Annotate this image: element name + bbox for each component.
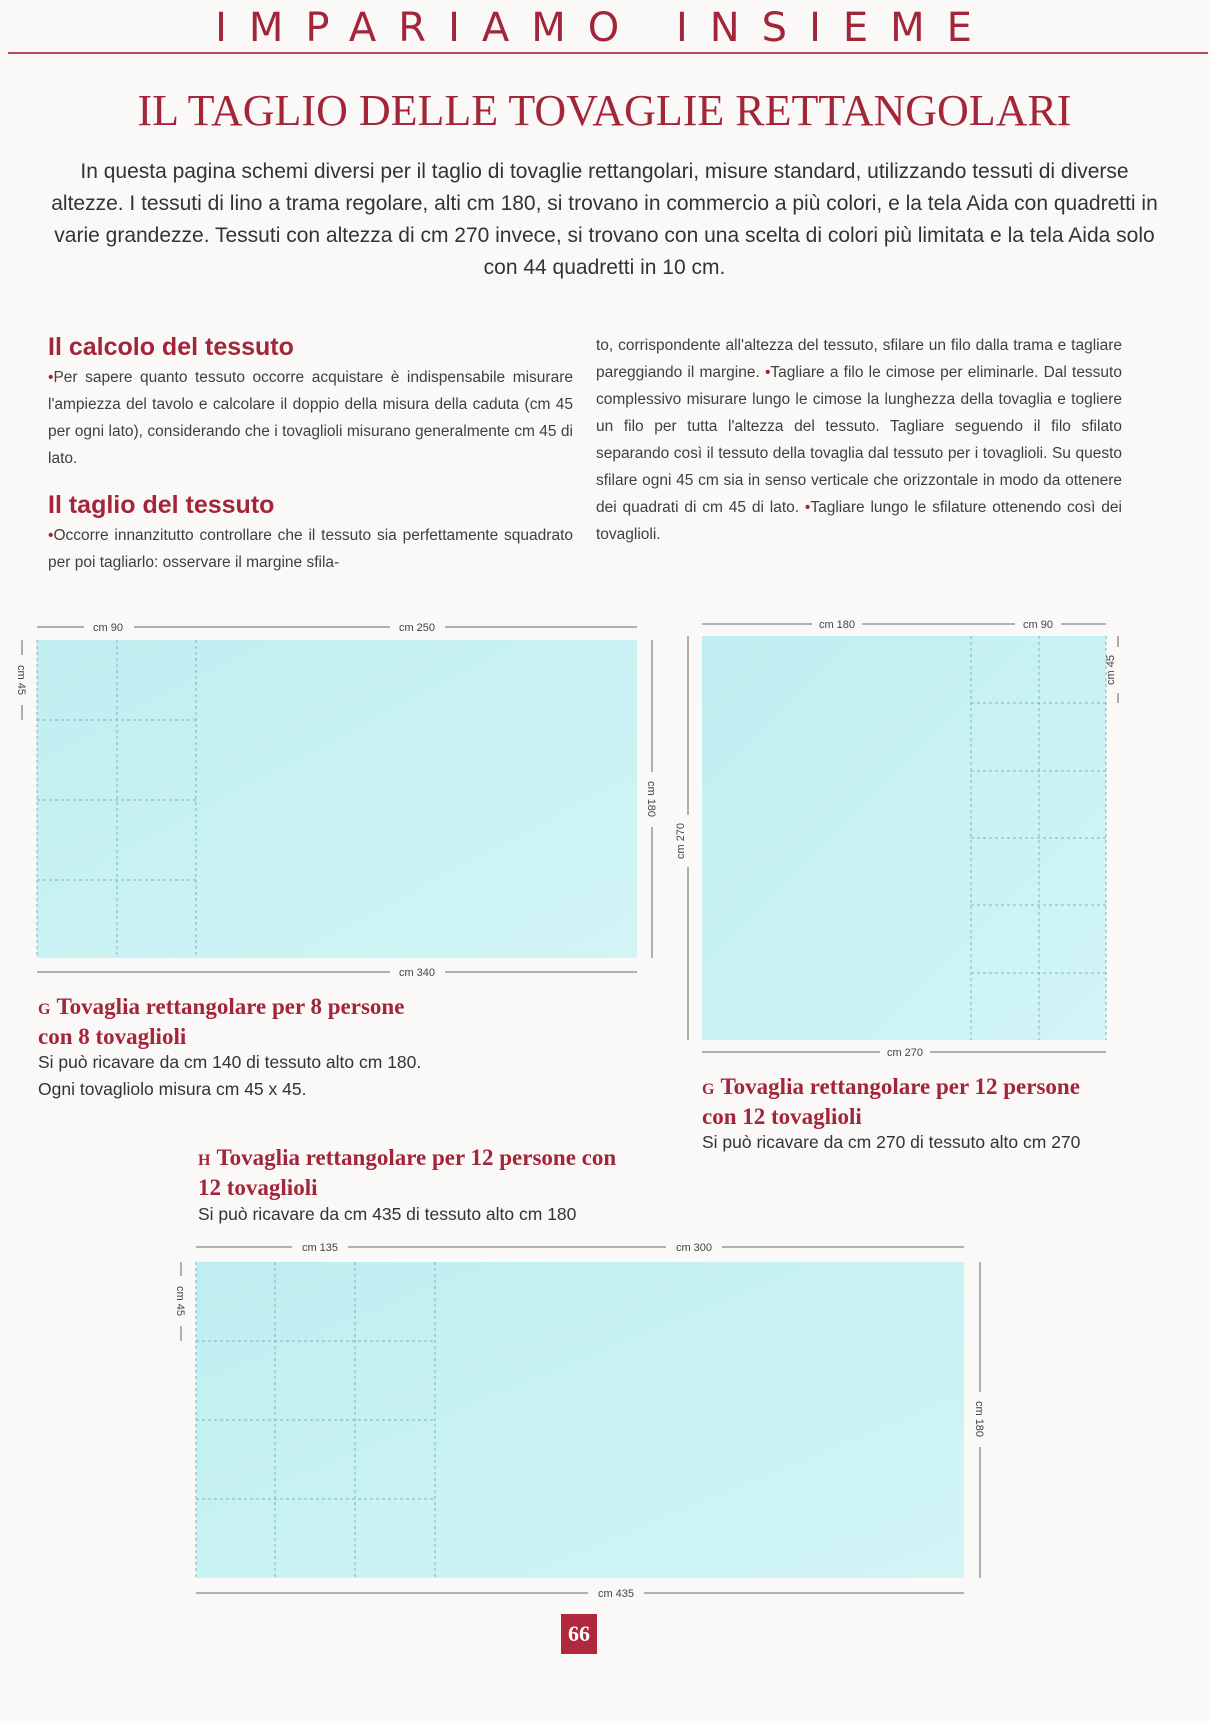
calcolo-text: Per sapere quanto tessuto occorre acquistare è indispensabile misurare l'ampiezza del tavolo e calcolare il doppio della misura della caduta (cm 45 per ogni lato), considerando che i tovaglioli misurano generalmente cm 45 di lato. bbox=[48, 369, 573, 467]
page-title: IL TAGLIO DELLE TOVAGLIE RETTANGOLARI bbox=[137, 86, 1072, 135]
taglio-text-right-3: Tagliare lungo le sfilature ottenendo così dei tovaglioli. bbox=[596, 499, 1122, 543]
caption-title-text: Tovaglia rettangolare per 12 persone con 12 tovaglioli bbox=[198, 1145, 617, 1200]
dim-label: cm 435 bbox=[597, 1588, 635, 1600]
dim-label: cm 340 bbox=[398, 967, 436, 979]
dim-label: cm 90 bbox=[1023, 619, 1053, 631]
caption-desc-h12: Si può ricavare da cm 435 di tessuto alto cm 180 bbox=[198, 1204, 577, 1224]
dim-label: cm 45 bbox=[15, 665, 27, 695]
section-title-calcolo: Il calcolo del tessuto bbox=[48, 333, 294, 361]
caption-desc-g8: Si può ricavare da cm 140 di tessuto alto cm 180. Ogni tovagliolo misura cm 45 x 45. bbox=[38, 1052, 422, 1099]
dim-label: cm 180 bbox=[818, 619, 856, 631]
caption-letter: H bbox=[198, 1152, 211, 1169]
dim-label: cm 45 bbox=[1105, 655, 1117, 685]
dim-label: cm 180 bbox=[973, 1400, 985, 1438]
bullet-icon: • bbox=[48, 527, 54, 544]
dim-label: cm 270 bbox=[675, 822, 687, 860]
diagram-g12 bbox=[675, 617, 1125, 1059]
taglio-text-right-1: to, corrispondente all'altezza del tessuto, sfilare un filo dalla trama e tagliare pareggiando il margine. bbox=[596, 337, 1122, 381]
taglio-text-right-2: Tagliare a filo le cimose per eliminarle. Dal tessuto complessivo misurare lungo le cimose la lunghezza della tovaglia e togliere un filo per tutta l'altezza del tessuto. Tagliare seguendo il filo sfilato separando così il tessuto della tovaglia dal tessuto per i tovaglioli. Su questo sfilare ogni 45 cm sia in senso verticale che orizzontale in modo da ottenere dei quadrati di cm 45 di lato. bbox=[596, 364, 1122, 516]
diagram-h12 bbox=[174, 1240, 987, 1600]
caption-title-text: Tovaglia rettangolare per 8 persone con 8 tovaglioli bbox=[38, 994, 405, 1049]
page-number: 66 bbox=[561, 1614, 597, 1654]
fabric-area bbox=[37, 640, 637, 958]
caption-title-g8 bbox=[38, 993, 418, 1050]
dim-label: cm 250 bbox=[398, 622, 436, 634]
bullet-icon: • bbox=[48, 369, 54, 386]
dim-label: cm 135 bbox=[301, 1242, 339, 1254]
bullet-icon: • bbox=[764, 364, 771, 381]
taglio-text-left: Occorre innanzitutto controllare che il tessuto sia perfettamente squadrato per poi tagliarlo: osservare il margine sfila- bbox=[48, 527, 573, 571]
caption-title-g12 bbox=[702, 1073, 1082, 1130]
dim-label: cm 180 bbox=[645, 780, 657, 818]
bullet-icon: • bbox=[804, 499, 811, 516]
dim-label: cm 45 bbox=[174, 1286, 186, 1316]
dim-label: cm 90 bbox=[93, 622, 123, 634]
caption-desc-g12: Si può ricavare da cm 270 di tessuto alto cm 270 bbox=[702, 1132, 1081, 1152]
diagram-g8 bbox=[15, 620, 659, 979]
caption-title-text: Tovaglia rettangolare per 12 persone con 12 tovaglioli bbox=[702, 1074, 1080, 1129]
dim-label: cm 300 bbox=[675, 1242, 713, 1254]
caption-title-h12 bbox=[198, 1144, 618, 1201]
intro-paragraph: In questa pagina schemi diversi per il taglio di tovaglie rettangolari, misure standard, utilizzando tessuti di diverse altezze. I tessuti di lino a trama regolare, alti cm 180, si trovano in commercio a più colori, e la tela Aida con quadretti in varie grandezze. Tessuti con altezza di cm 270 invece, si trovano con una scelta di colori più limitata e la tela Aida solo con 44 quadretti in 10 cm. bbox=[51, 160, 1158, 279]
caption-letter: G bbox=[702, 1081, 715, 1098]
section-title-taglio: Il taglio del tessuto bbox=[48, 491, 275, 519]
dim-label: cm 270 bbox=[886, 1047, 924, 1059]
header-title: IMPARIAMO INSIEME bbox=[215, 5, 994, 51]
caption-letter: G bbox=[38, 1001, 51, 1018]
